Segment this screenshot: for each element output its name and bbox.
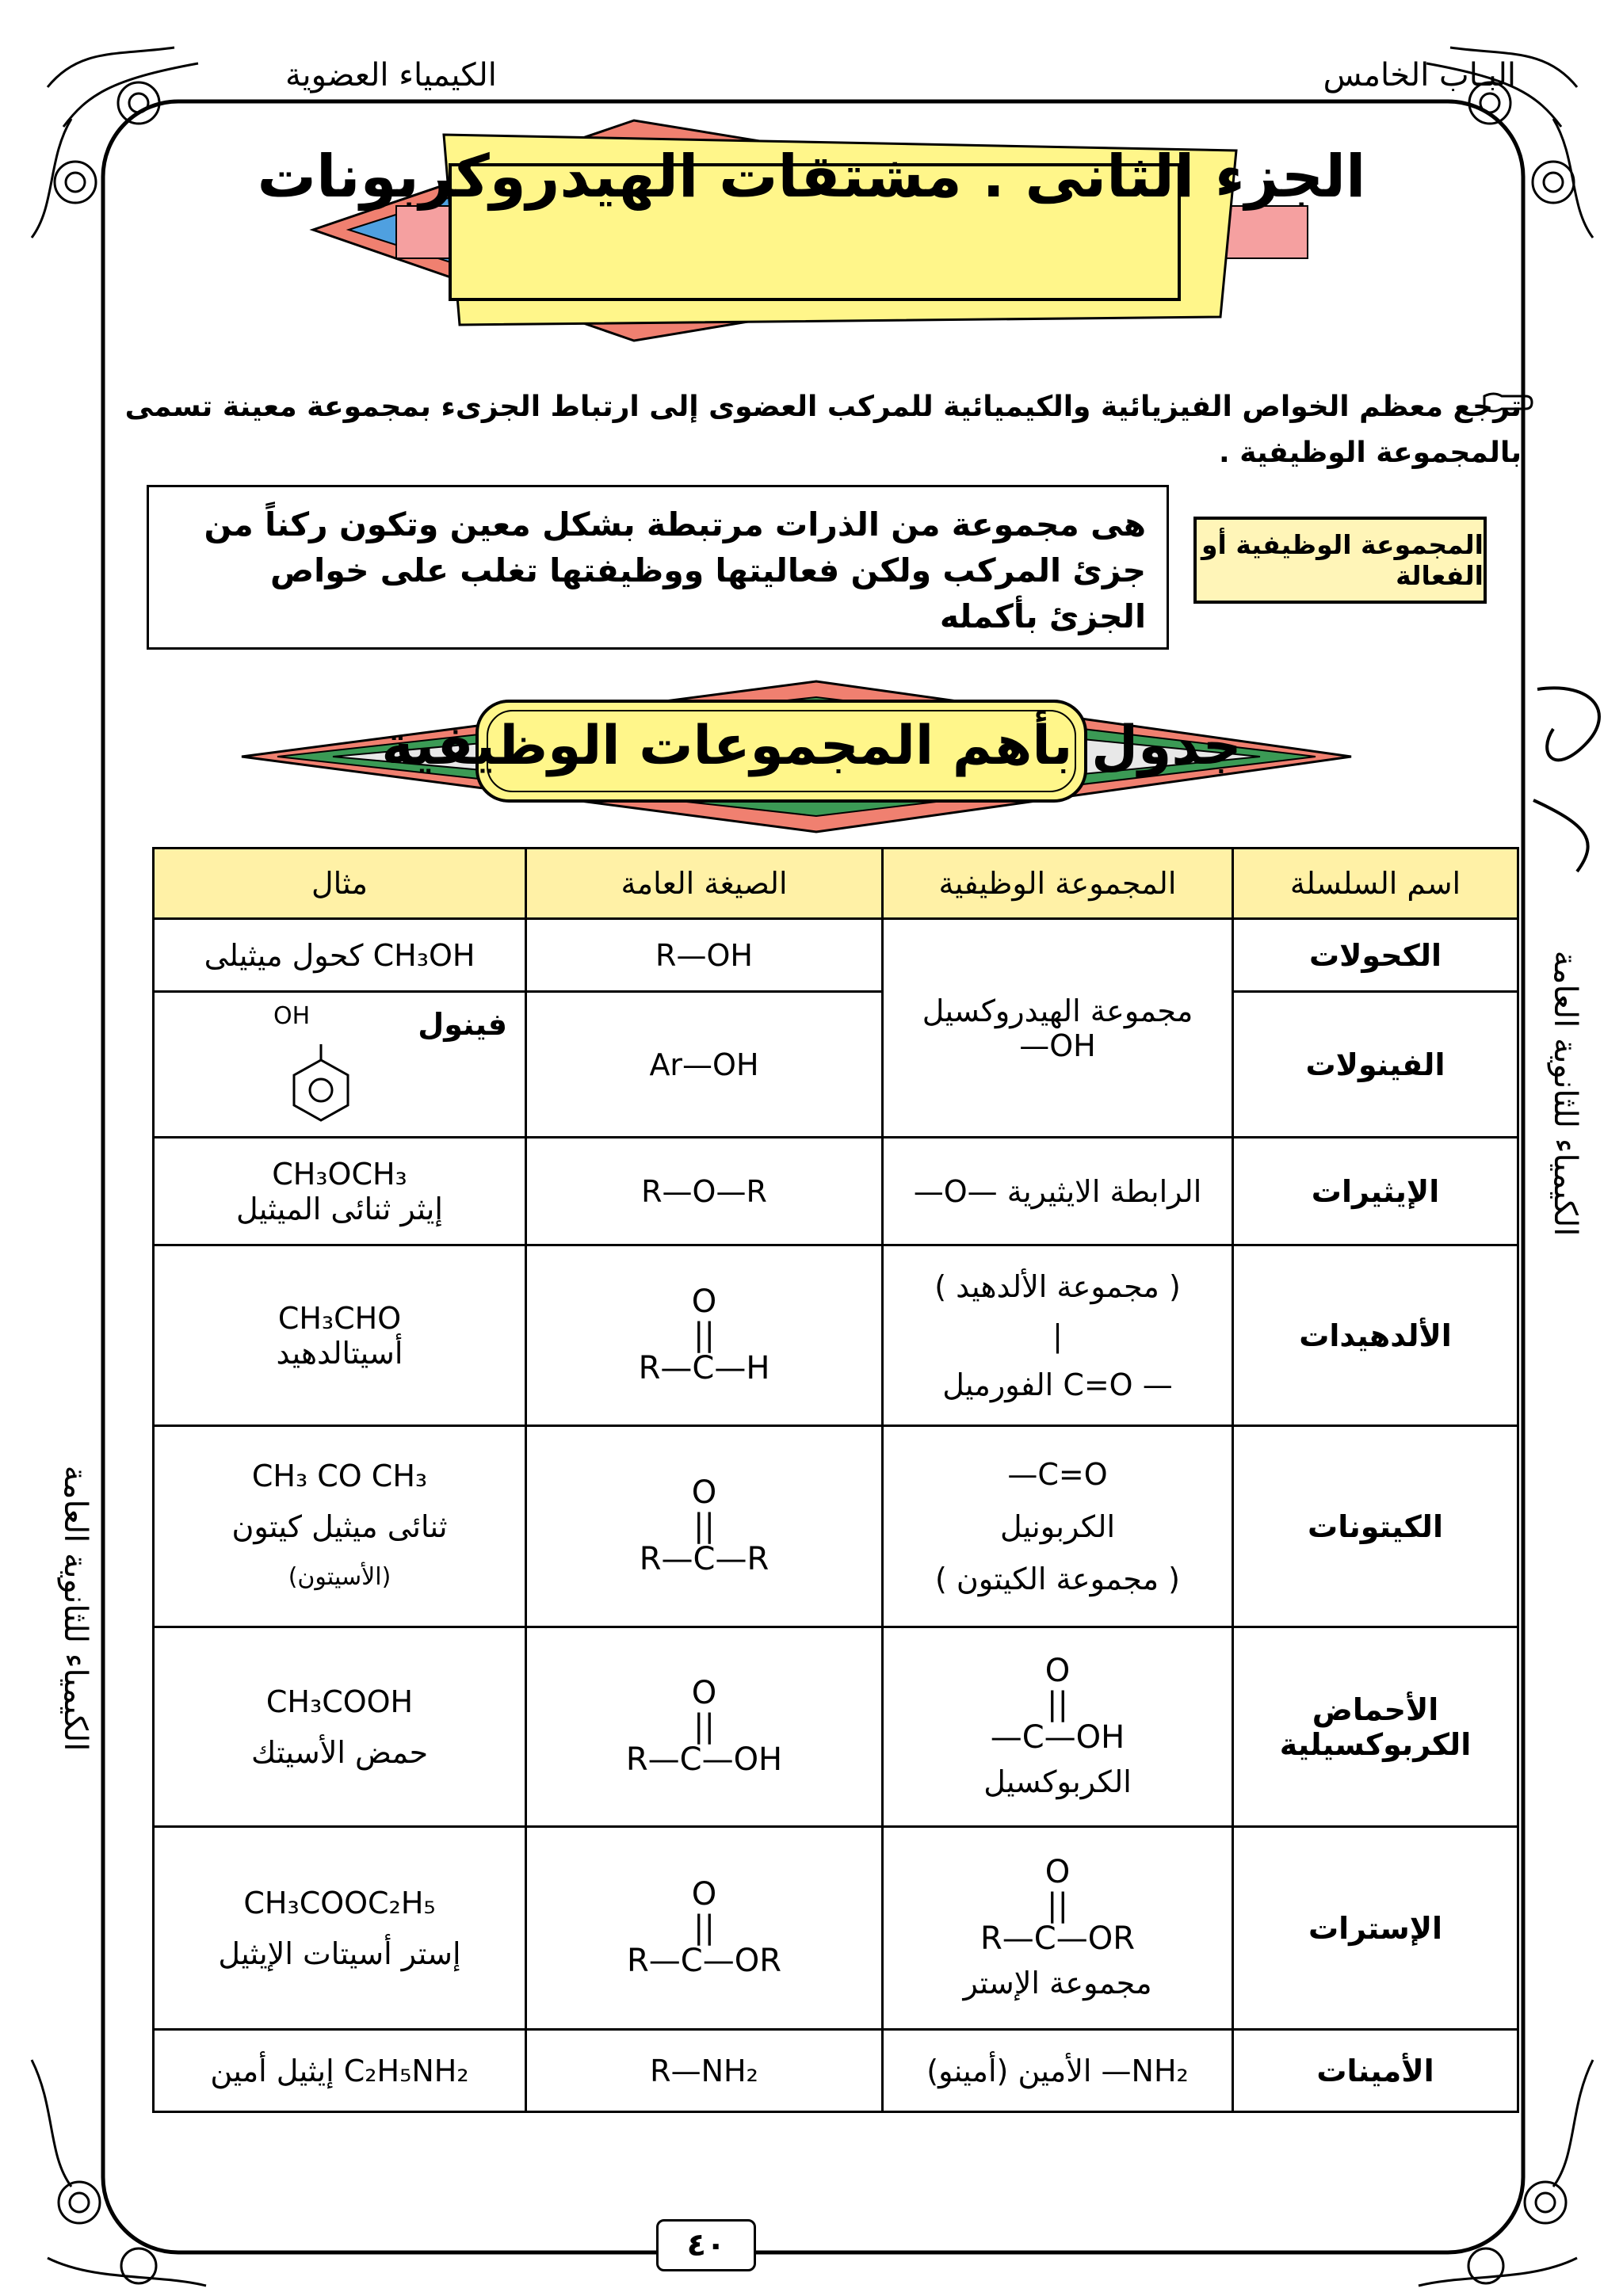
acid-formula-main: R—C—OH [625, 1741, 783, 1778]
table-row-ethers [154, 1138, 1518, 1245]
series-amines: الأمينات [1233, 2030, 1518, 2112]
example-acids-name: حمض الأسيتك [250, 1734, 429, 1770]
example-esters-formula: CH₃COOC₂H₅ [243, 1885, 436, 1920]
example-ketones-alt: (الأسيتون) [288, 1562, 391, 1591]
acid-formula-o: O [691, 1675, 717, 1711]
definition-label: المجموعة الوظيفية أو الفعالة [1193, 517, 1487, 604]
functional-groups-table [152, 847, 1519, 2113]
example-ketones-name: ثنائى ميثيل كيتون [231, 1508, 448, 1544]
ester-formula-main: R—C—OR [627, 1943, 781, 1979]
ketone-group-sub: ( مجموعة الكيتون ) [934, 1561, 1180, 1596]
hydroxyl-symbol: —OH [1019, 1028, 1096, 1063]
ketone-group-name: الكربونيل [999, 1508, 1116, 1544]
ester-group-main: R—C—OR [980, 1920, 1135, 1957]
example-amines-formula: C₂H₅NH₂ [343, 2053, 469, 2088]
ketone-group-symbol: —C=O [1007, 1456, 1108, 1492]
page-title: الجزء الثانى . مشتقات الهيدروكربونات [257, 143, 1366, 211]
acid-group-name: الكربوكسيل [983, 1764, 1132, 1799]
page-number: ٤٠ [656, 2219, 756, 2271]
group-aldehydes [883, 1245, 1233, 1426]
example-ethers-formula: CH₃OCH₃ [272, 1156, 407, 1192]
aldehyde-formula-bond: || [693, 1317, 715, 1353]
acid-group-bond: || [1047, 1686, 1068, 1722]
series-aldehydes: الألدهيدات [1233, 1245, 1518, 1426]
example-ethers [154, 1138, 526, 1245]
formula-alcohols [526, 919, 883, 992]
series-ethers: الإيثيرات [1233, 1138, 1518, 1245]
formula-esters [526, 1827, 883, 2030]
example-acids [154, 1627, 526, 1827]
aldehyde-group-name: ( مجموعة الألدهيد ) [934, 1268, 1181, 1304]
table-row-ketones [154, 1426, 1518, 1627]
header-formula: الصيغة العامة [526, 849, 883, 919]
table-row-alcohols [154, 919, 1518, 992]
series-alcohols: الكحولات [1233, 919, 1518, 992]
header-series: اسم السلسلة [1233, 849, 1518, 919]
ester-group-bond: || [1047, 1887, 1068, 1924]
example-ketones-formula: CH₃ CO CH₃ [251, 1458, 428, 1493]
table-row-esters [154, 1827, 1518, 2030]
aldehyde-formula-o: O [691, 1283, 717, 1320]
ketone-formula-bond: || [693, 1508, 715, 1544]
example-amines [154, 2030, 526, 2112]
formula-phenols [526, 992, 883, 1138]
table-header-row [154, 849, 1518, 919]
table-row-aldehydes [154, 1245, 1518, 1426]
formula-aldehydes [526, 1245, 883, 1426]
example-amines-name: إيثيل أمين [210, 2053, 334, 2088]
aldehyde-group-bar: | [1052, 1318, 1063, 1353]
group-ethers: الرابطة الايثيرية —O— [883, 1138, 1233, 1245]
ester-formula-bond: || [693, 1909, 715, 1946]
group-hydroxyl [883, 919, 1233, 1138]
header-example: مثال [154, 849, 526, 919]
example-acids-formula: CH₃COOH [265, 1684, 414, 1719]
aldehyde-group-formyl: — C=O الفورميل [942, 1367, 1173, 1402]
acid-group-o: O [1044, 1653, 1071, 1689]
formula-ethers-text: R—O—R [641, 1173, 767, 1209]
table-row-amines [154, 2030, 1518, 2112]
example-aldehydes [154, 1245, 526, 1426]
table-row-phenols [154, 992, 1518, 1138]
example-ketones [154, 1426, 526, 1627]
table-title: جدول بأهم المجموعات الوظيفية [381, 715, 1242, 777]
acid-formula-bond: || [693, 1708, 715, 1745]
table-row-acids [154, 1627, 1518, 1827]
example-aldehydes-formula: CH₃CHO [277, 1300, 402, 1336]
aldehyde-formula-main: R—C—H [638, 1350, 770, 1386]
example-phenols [154, 992, 526, 1138]
ketone-formula-o: O [691, 1474, 717, 1511]
example-ethers-name: إيثر ثنائى الميثيل [236, 1191, 443, 1226]
ester-group-o: O [1044, 1854, 1071, 1890]
example-alcohols-name: كحول ميثيلى [204, 937, 364, 973]
side-label-right: الكيمياء للثانوية العامة [1547, 950, 1583, 1237]
example-aldehydes-name: أسيتالدهيد [276, 1335, 403, 1371]
definition-text: هى مجموعة من الذرات مرتبطة بشكل معين وتكون ركناً من جزئ المركب ولكن فعاليتها ووظيفتها تغلب على خواص الجزئ بأكمله [147, 485, 1169, 650]
series-ketones: الكيتونات [1233, 1426, 1518, 1627]
group-ketones [883, 1426, 1233, 1627]
ketone-formula-main: R—C—R [639, 1541, 769, 1577]
intro-paragraph: ترجع معظم الخواص الفيزيائية والكيميائية للمركب العضوى إلى ارتباط الجزىء بمجموعة معينة تسمى بالمجموعة الوظيفية . [124, 391, 1522, 469]
header-group: المجموعة الوظيفية [883, 849, 1233, 919]
formula-amines-text: R—NH₂ [650, 2053, 758, 2088]
example-alcohols-formula: CH₃OH [372, 937, 475, 973]
ester-formula-o: O [691, 1876, 717, 1913]
series-phenols: الفينولات [1233, 992, 1518, 1138]
hydroxyl-name: مجموعة الهيدروكسيل [922, 993, 1193, 1028]
example-esters-name: إستر أسيتات الإيثيل [218, 1936, 461, 1971]
subject-header: الكيمياء العضوية [285, 57, 497, 93]
phenol-oh-label: OH [273, 1002, 311, 1030]
group-acids [883, 1627, 1233, 1827]
formula-alcohols-text: R—OH [655, 937, 753, 973]
series-esters: الإسترات [1233, 1827, 1518, 2030]
example-esters [154, 1827, 526, 2030]
formula-ketones [526, 1426, 883, 1627]
example-alcohols [154, 919, 526, 992]
ester-group-name: مجموعة الإستر [963, 1966, 1152, 2000]
formula-ethers [526, 1138, 883, 1245]
group-amines: NH₂— الأمين (أمينو) [883, 2030, 1233, 2112]
series-acids: الأحماض الكربوكسيلية [1233, 1627, 1518, 1827]
example-phenols-name: فينول [418, 1007, 507, 1042]
acid-group-main: —C—OH [990, 1719, 1125, 1756]
group-esters [883, 1827, 1233, 2030]
side-label-left: الكيمياء للثانوية العامة [57, 1465, 94, 1752]
formula-phenols-text: Ar—OH [649, 1047, 759, 1082]
formula-acids [526, 1627, 883, 1827]
chapter-header: البـاب الخامس [1323, 57, 1516, 93]
formula-amines [526, 2030, 883, 2112]
